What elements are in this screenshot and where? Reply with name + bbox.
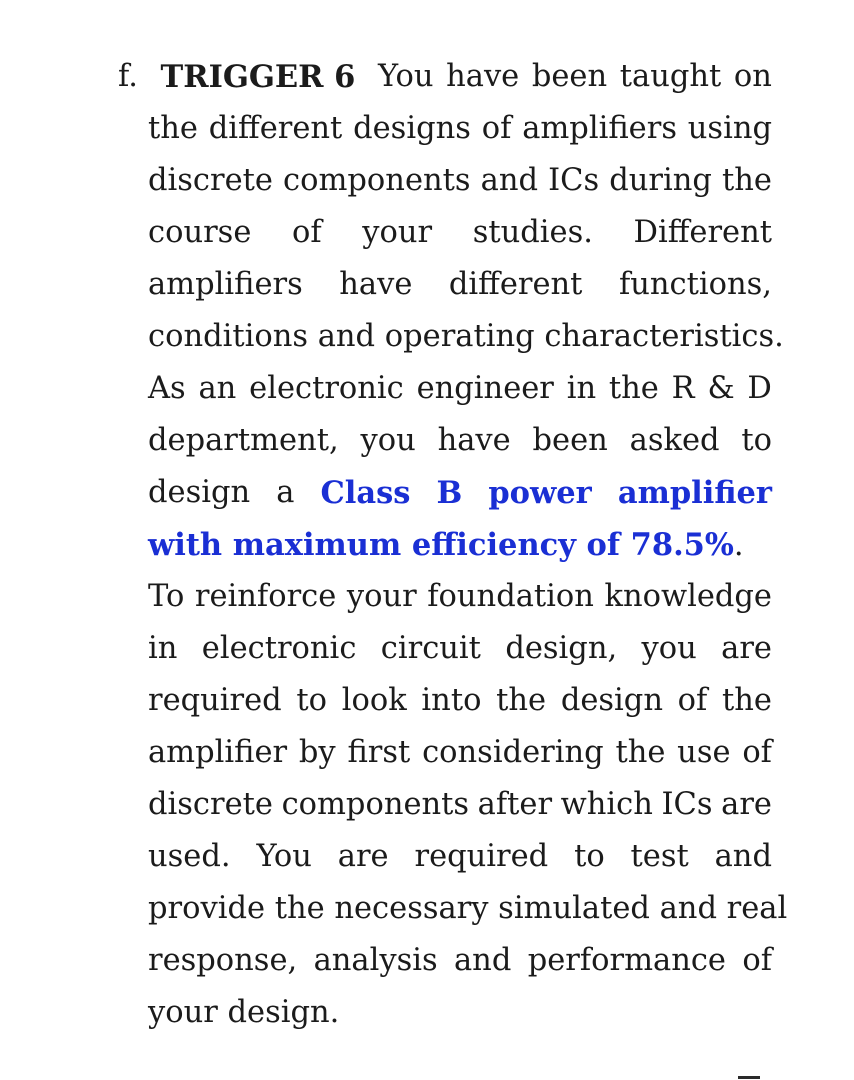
word: the <box>722 163 772 198</box>
text-line-4 <box>148 207 772 259</box>
word: functions, <box>618 267 772 302</box>
word: and <box>714 839 772 874</box>
word: look <box>341 683 407 718</box>
word: your <box>362 215 433 250</box>
line-text: your design. <box>148 995 340 1030</box>
word: the <box>148 111 198 146</box>
word: considering <box>422 735 604 770</box>
word: Different <box>633 215 772 250</box>
word: of <box>677 683 708 718</box>
word: of <box>742 943 772 978</box>
word: after <box>477 787 553 822</box>
word: electronic <box>249 371 404 406</box>
word: performance <box>527 943 726 978</box>
word: used. <box>148 839 231 874</box>
word: asked <box>629 423 720 458</box>
word: to <box>296 683 328 718</box>
word: and <box>480 163 538 198</box>
word: electronic <box>201 631 357 666</box>
word: in <box>566 371 597 406</box>
word: been <box>532 423 608 458</box>
text-line-17 <box>148 883 788 935</box>
word: To <box>148 579 185 614</box>
word: engineer <box>416 371 554 406</box>
word: using <box>687 111 772 146</box>
text-line-5 <box>148 259 772 311</box>
word: are <box>721 631 772 666</box>
text-line-11 <box>148 571 772 623</box>
word: the <box>722 683 772 718</box>
word: are <box>337 839 389 874</box>
word: by <box>298 735 336 770</box>
word: are <box>721 787 772 822</box>
trigger-label: TRIGGER 6 <box>160 59 356 95</box>
word: of <box>742 735 772 770</box>
word: on <box>733 59 772 94</box>
word: required <box>148 683 282 718</box>
word: to <box>741 423 772 458</box>
word: you <box>360 423 416 458</box>
word: the <box>496 683 547 718</box>
word: foundation <box>427 579 594 614</box>
word: use <box>677 735 731 770</box>
word: in <box>148 631 178 666</box>
word: design <box>148 475 251 510</box>
word: to <box>574 839 605 874</box>
text-line-2 <box>148 103 772 155</box>
word: department, <box>148 423 339 458</box>
word: discrete <box>148 163 273 198</box>
list-marker: f. <box>118 59 138 94</box>
word: the <box>608 371 659 406</box>
text-line-1 <box>118 51 772 103</box>
word: components <box>283 163 471 198</box>
word: analysis <box>313 943 438 978</box>
text-line-6 <box>148 311 784 363</box>
word: design, <box>505 631 618 666</box>
word: amplifiers <box>522 111 677 146</box>
word: you <box>641 631 697 666</box>
word: taught <box>619 59 722 94</box>
text-line-18 <box>148 935 772 987</box>
highlight-phrase: with maximum efficiency of 78.5% <box>148 527 734 563</box>
word: of <box>481 111 512 146</box>
text-line-12 <box>148 623 772 675</box>
word: designs <box>353 111 471 146</box>
word: knowledge <box>604 579 772 614</box>
word: reinforce <box>194 579 337 614</box>
word: ICs <box>661 787 713 822</box>
text-line-19 <box>148 987 772 1039</box>
word: D <box>747 371 772 406</box>
text-line-10 <box>148 519 772 571</box>
word: of <box>291 215 322 250</box>
word: into <box>421 683 482 718</box>
word: been <box>531 59 608 94</box>
word: your <box>346 579 417 614</box>
word: the <box>615 735 666 770</box>
text-line-7 <box>148 363 772 415</box>
word: which <box>560 787 653 822</box>
word: R <box>671 371 695 406</box>
word: have <box>339 267 413 302</box>
text-line-8 <box>148 415 772 467</box>
word: a <box>276 475 295 510</box>
word: studies. <box>472 215 593 250</box>
word: As <box>148 371 186 406</box>
word: different <box>448 267 583 302</box>
word: required <box>414 839 549 874</box>
word: course <box>148 215 252 250</box>
highlight-word: B <box>436 475 463 511</box>
page-edge-mark <box>738 1076 760 1079</box>
word: first <box>347 735 411 770</box>
word: ICs <box>548 163 600 198</box>
word: design <box>560 683 663 718</box>
word: amplifier <box>148 735 288 770</box>
word: discrete <box>148 787 273 822</box>
word: & <box>707 371 735 406</box>
text-line-16 <box>148 831 772 883</box>
word: and <box>454 943 512 978</box>
word: amplifiers <box>148 267 303 302</box>
word: have <box>446 59 520 94</box>
word: components <box>281 787 470 822</box>
line-text: provide the necessary simulated and real <box>148 891 788 926</box>
text-line-13 <box>148 675 772 727</box>
word: during <box>609 163 712 198</box>
sentence-period: . <box>733 528 744 563</box>
text-line-15 <box>148 779 772 831</box>
text-line-3 <box>148 155 772 207</box>
word: have <box>437 423 511 458</box>
text-line-9 <box>148 467 772 519</box>
word: You <box>256 839 312 874</box>
line-text: conditions and operating characteristics. <box>148 319 784 354</box>
highlight-word: amplifier <box>617 475 772 511</box>
word: You <box>378 59 434 94</box>
word: circuit <box>380 631 481 666</box>
word: an <box>198 371 237 406</box>
word: response, <box>148 943 298 978</box>
word: different <box>208 111 343 146</box>
word: test <box>630 839 689 874</box>
highlight-word: power <box>488 475 592 511</box>
highlight-word: Class <box>320 475 411 511</box>
text-line-14 <box>148 727 772 779</box>
